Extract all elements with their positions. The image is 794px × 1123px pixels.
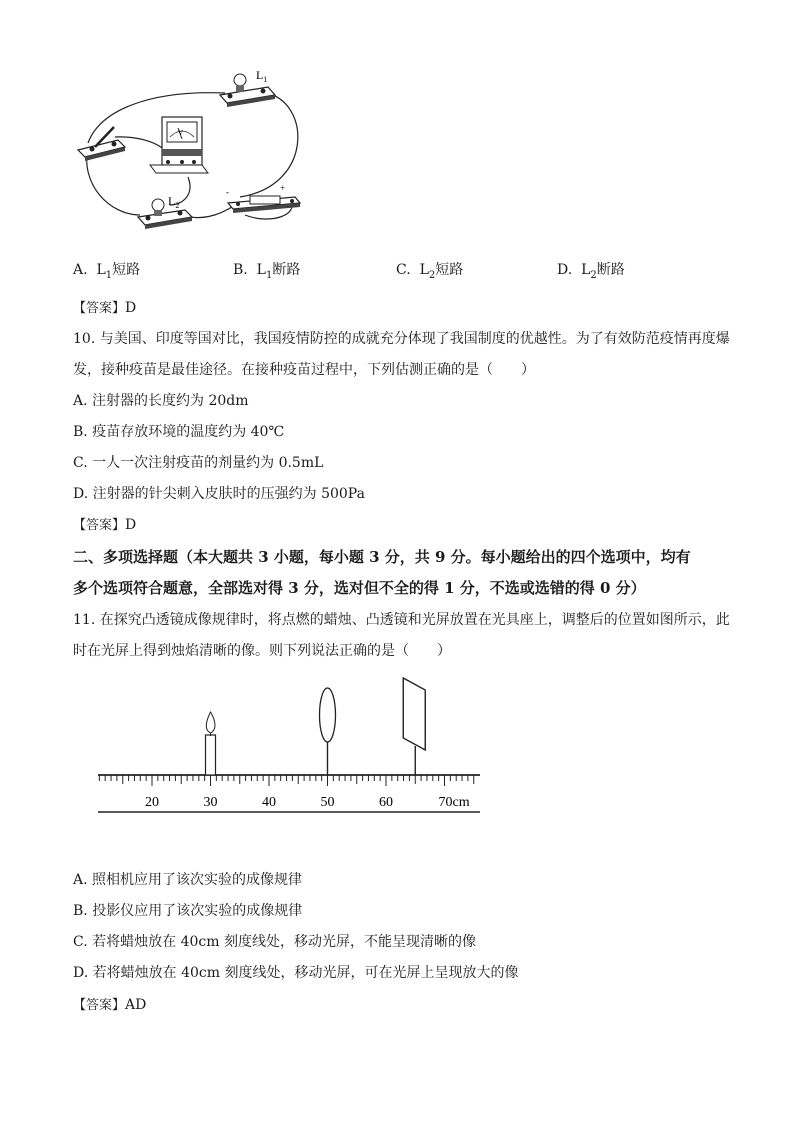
- q10-option-a[interactable]: A. 注射器的长度约为 20dm: [73, 393, 249, 409]
- q9-answer: [73, 297, 136, 316]
- q11-option-c[interactable]: C. 若将蜡烛放在 40cm 刻度线处，移动光屏，不能呈现清晰的像: [73, 934, 476, 950]
- bench-tick-label: 70cm: [438, 795, 470, 810]
- q10-stem-line2: 发，接种疫苗是最佳途径。在接种疫苗过程中，下列估测正确的是（ ）: [73, 362, 535, 378]
- answer-value: D: [125, 300, 137, 316]
- svg-text:V: V: [178, 129, 184, 137]
- q9-option-d[interactable]: D. $L_2$断路: [557, 262, 625, 281]
- answer-tag: 【答案】: [73, 998, 126, 1013]
- q11-answer: [73, 994, 146, 1013]
- answer-tag: 【答案】: [73, 518, 126, 533]
- q11-option-b[interactable]: B. 投影仪应用了该次实验的成像规律: [73, 903, 303, 919]
- answer-tag: 【答案】: [73, 301, 126, 316]
- q10-option-c[interactable]: C. 一人一次注射疫苗的剂量约为 0.5mL: [73, 455, 324, 471]
- light-screen: [403, 678, 425, 775]
- l1-label: $L_1$: [256, 68, 268, 84]
- candle: [206, 712, 216, 775]
- lamp-l2: [138, 199, 192, 229]
- q11-stem-line2: 时在光屏上得到烛焰清晰的像。则下列说法正确的是（ ）: [73, 643, 451, 659]
- answer-value: AD: [125, 997, 147, 1013]
- switch: [78, 127, 125, 161]
- battery: [226, 183, 300, 213]
- q9-options: [73, 259, 723, 281]
- svg-text:-: -: [226, 187, 229, 197]
- q11-option-a[interactable]: A. 照相机应用了该次实验的成像规律: [73, 872, 303, 888]
- answer-value: D: [125, 517, 137, 533]
- circuit-diagram: [70, 65, 310, 240]
- bench-tick-label: 40: [262, 795, 276, 810]
- q11-stem-line1: 11. 在探究凸透镜成像规律时，将点燃的蜡烛、凸透镜和光屏放置在光具座上，调整后的位置如图所示，此: [73, 612, 730, 628]
- q10-stem-line1: 10. 与美国、印度等国对比，我国疫情防控的成就充分体现了我国制度的优越性。为了有效防范疫情再度爆: [73, 331, 730, 347]
- bench-tick-label: 50: [320, 795, 335, 810]
- section-2-heading-line1: 二、多项选择题（本大题共 3 小题，每小题 3 分，共 9 分。每小题给出的四个选项中，均有: [73, 548, 691, 566]
- q9-option-b[interactable]: B. $L_1$断路: [233, 262, 301, 281]
- q9-option-c[interactable]: C. $L_2$短路: [396, 262, 464, 281]
- q10-answer: [73, 514, 136, 533]
- q10-option-d[interactable]: D. 注射器的针尖刺入皮肤时的压强约为 500Pa: [73, 486, 365, 502]
- optical-bench-diagram: [90, 670, 490, 820]
- q9-option-a[interactable]: A. $L_1$短路: [73, 262, 141, 281]
- bench-tick-label: 20: [145, 795, 159, 810]
- q11-option-d[interactable]: D. 若将蜡烛放在 40cm 刻度线处，移动光屏，可在光屏上呈现放大的像: [73, 965, 519, 981]
- convex-lens: [320, 688, 336, 775]
- bench-tick-label: 60: [379, 795, 393, 810]
- section-2-heading-line2: 多个选项符合题意，全部选对得 3 分，选对但不全的得 1 分，不选或选错的得 0 分）: [73, 579, 646, 597]
- bench-tick-label: 30: [203, 795, 218, 810]
- svg-text:+: +: [280, 183, 286, 193]
- q10-option-b[interactable]: B. 疫苗存放环境的温度约为 40℃: [73, 424, 285, 440]
- l2-label: $L_2$: [168, 194, 180, 210]
